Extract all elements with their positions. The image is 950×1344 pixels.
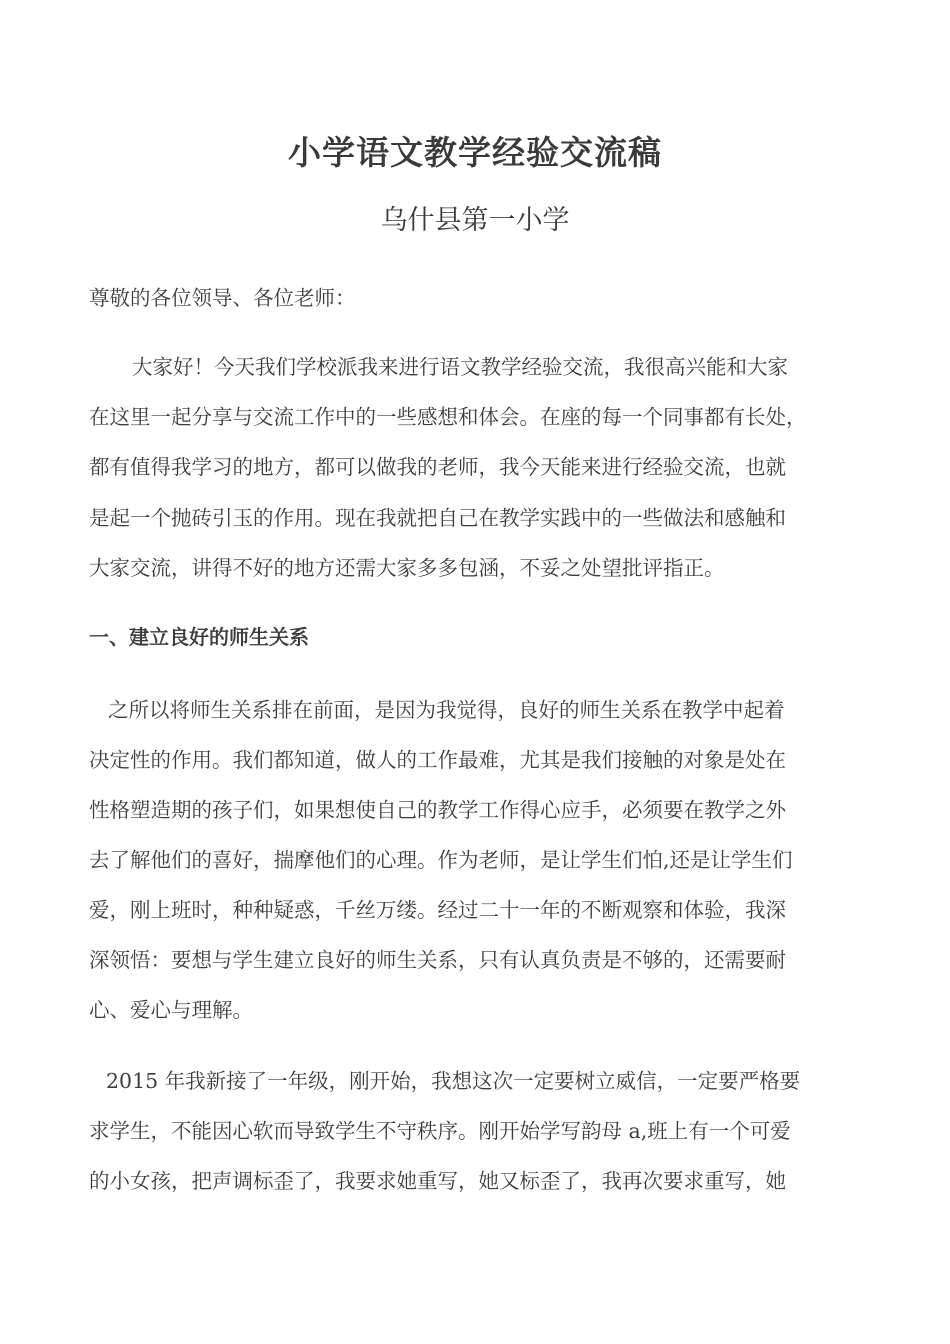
paragraph-line: 的小女孩，把声调标歪了，我要求她重写，她又标歪了，我再次要求重写，她: [89, 1169, 786, 1193]
paragraph-line: 爱，刚上班时，种种疑惑，千丝万缕。经过二十一年的不断观察和体验，我深: [89, 898, 786, 922]
paragraph-line: 在这里一起分享与交流工作中的一些感想和体会。在座的每一个同事都有长处，: [89, 405, 807, 429]
paragraph-line: 之所以将师生关系排在前面，是因为我觉得，良好的师生关系在教学中起着: [108, 698, 785, 722]
paragraph-line: 去了解他们的喜好，揣摩他们的心理。作为老师，是让学生们怕,还是让学生们: [89, 848, 793, 872]
paragraph-line: 求学生，不能因心软而导致学生不守秩序。刚开始学写韵母 a,班上有一个可爱: [89, 1119, 791, 1143]
paragraph-line: 都有值得我学习的地方，都可以做我的老师，我今天能来进行经验交流，也就: [89, 455, 786, 479]
paragraph-line: 决定性的作用。我们都知道，做人的工作最难，尤其是我们接触的对象是处在: [89, 748, 786, 772]
greeting: 尊敬的各位领导、各位老师：: [89, 286, 356, 310]
document-subtitle: 乌什县第一小学: [380, 205, 570, 236]
paragraph-line: 深领悟：要想与学生建立良好的师生关系，只有认真负责是不够的，还需要耐: [89, 948, 786, 972]
section-heading: 一、建立良好的师生关系: [89, 625, 309, 649]
paragraph-line: 是起一个抛砖引玉的作用。现在我就把自己在教学实践中的一些做法和感触和: [89, 506, 786, 530]
paragraph-line: 心、爱心与理解。: [89, 998, 253, 1022]
paragraph-line: 大家交流，讲得不好的地方还需大家多多包涵，不妥之处望批评指正。: [89, 556, 725, 580]
paragraph-line: 大家好！今天我们学校派我来进行语文教学经验交流，我很高兴能和大家: [132, 355, 788, 379]
paragraph-line: 性格塑造期的孩子们，如果想使自己的教学工作得心应手，必须要在教学之外: [89, 798, 786, 822]
paragraph-line: 2015 年我新接了一年级，刚开始，我想这次一定要树立威信，一定要严格要: [106, 1069, 801, 1093]
document-title: 小学语文教学经验交流稿: [288, 133, 662, 172]
